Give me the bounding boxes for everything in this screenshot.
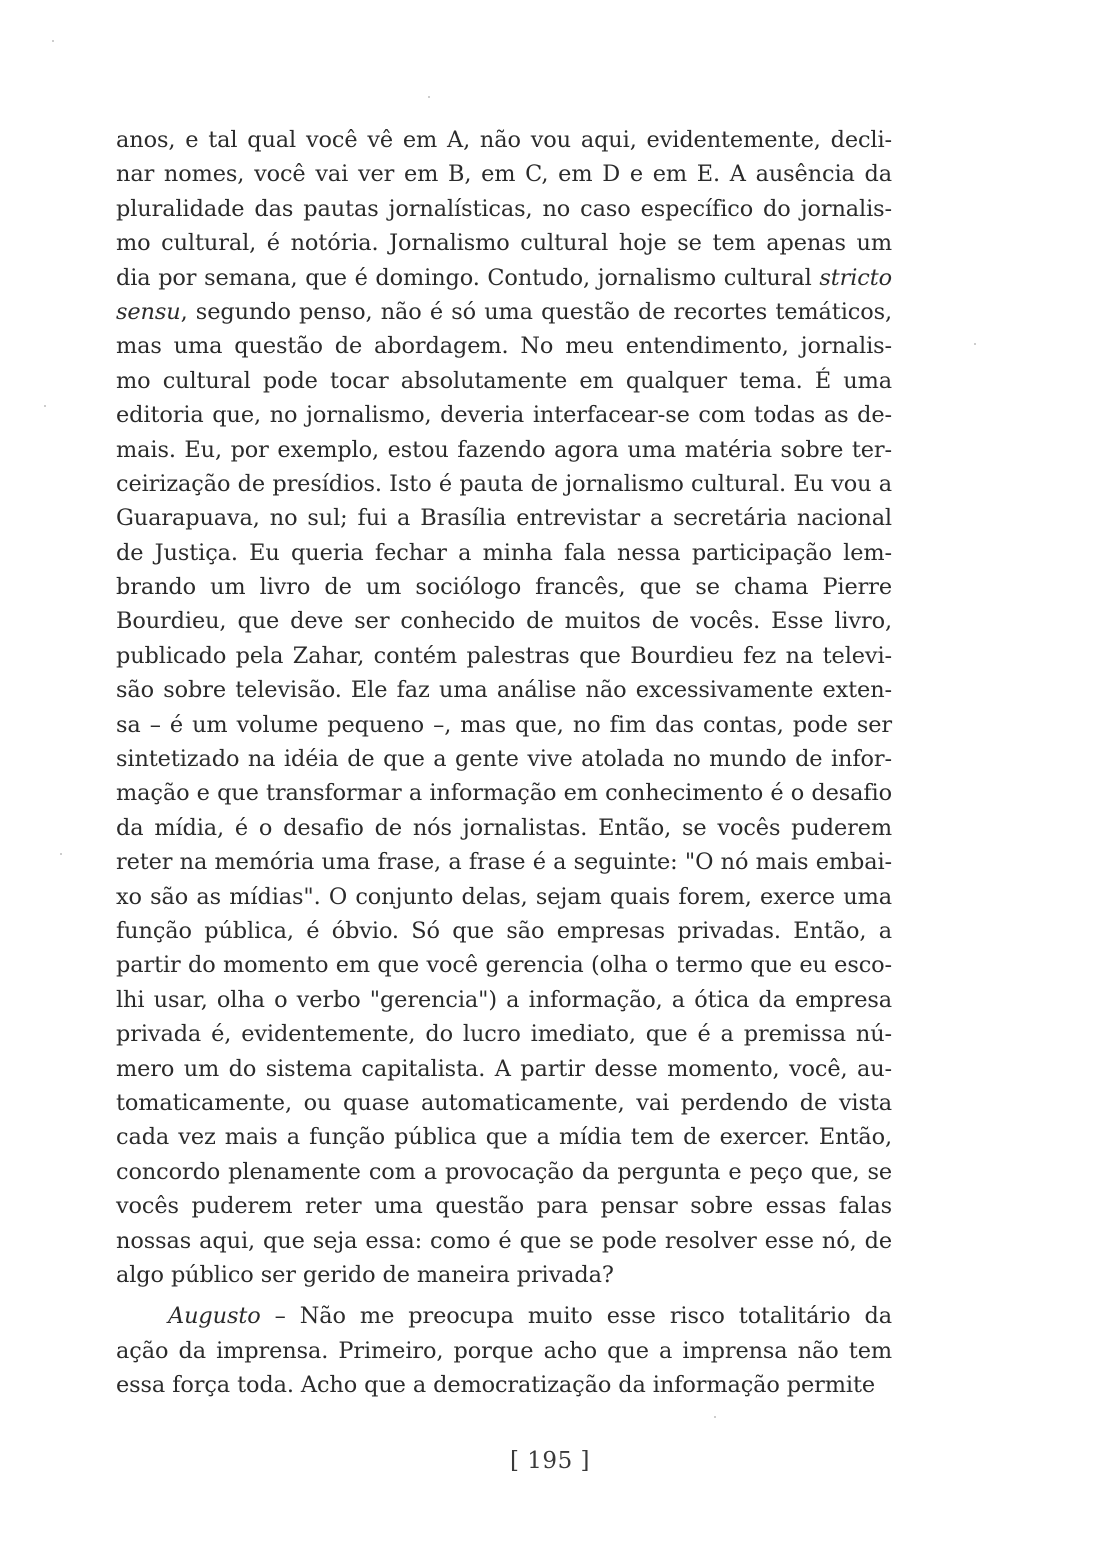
text-line xyxy=(116,811,892,845)
line-text: – Não me preocupa muito esse risco totalitário da xyxy=(260,1303,892,1330)
line-text: sintetizado na idéia de que a gente vive atolada no mundo de infor- xyxy=(116,746,892,773)
line-text: concordo plenamente com a provocação da pergunta e peço que, se xyxy=(116,1158,892,1185)
text-line xyxy=(116,433,892,467)
line-text: ação da imprensa. Primeiro, porque acho que a imprensa não tem xyxy=(116,1337,892,1364)
text-line xyxy=(116,880,892,914)
text-line xyxy=(116,570,892,604)
line-text: partir do momento em que você gerencia (olha o termo que eu esco- xyxy=(116,952,892,979)
scan-speck xyxy=(714,1416,716,1418)
text-line xyxy=(116,295,892,329)
text-line xyxy=(116,639,892,673)
line-text: anos, e tal qual você vê em A, não vou aqui, evidentemente, decli- xyxy=(116,127,892,153)
text-line xyxy=(116,1258,892,1292)
text-line xyxy=(116,1052,892,1086)
text-line xyxy=(116,1120,892,1154)
scan-speck xyxy=(60,853,62,855)
scan-speck xyxy=(44,405,46,407)
line-text: mais. Eu, por exemplo, estou fazendo agora uma matéria sobre ter- xyxy=(116,436,892,463)
scan-speck xyxy=(428,96,430,98)
text-line xyxy=(116,1368,892,1402)
line-text: editoria que, no jornalismo, deveria interfacear-se com todas as de- xyxy=(116,402,892,429)
line-text: pluralidade das pautas jornalísticas, no caso específico do jornalis- xyxy=(116,195,892,222)
line-text: nossas aqui, que seja essa: como é que se pode resolver esse nó, de xyxy=(116,1227,892,1254)
text-line xyxy=(116,983,892,1017)
text-line xyxy=(116,398,892,432)
line-text: cada vez mais a função pública que a mídia tem de exercer. Então, xyxy=(116,1124,892,1151)
line-text: algo público ser gerido de maneira privada? xyxy=(116,1261,614,1288)
text-line xyxy=(116,467,892,501)
text-line xyxy=(116,1155,892,1189)
line-text: publicado pela Zahar, contém palestras que Bourdieu fez na televi- xyxy=(116,642,892,669)
line-text: mas uma questão de abordagem. No meu entendimento, jornalis- xyxy=(116,333,892,360)
text-line xyxy=(116,1224,892,1258)
text-line xyxy=(116,845,892,879)
text-line xyxy=(116,501,892,535)
line-text: reter na memória uma frase, a frase é a seguinte: "O nó mais embai- xyxy=(116,849,892,876)
line-text: função pública, é óbvio. Só que são empresas privadas. Então, a xyxy=(116,917,892,944)
line-text: dia por semana, que é domingo. Contudo, jornalismo cultural stricto xyxy=(116,264,892,291)
page-number: [ 195 ] xyxy=(510,1448,590,1474)
scan-speck xyxy=(52,40,54,42)
line-text: vocês puderem reter uma questão para pensar sobre essas falas xyxy=(116,1193,892,1220)
body-text xyxy=(116,123,892,1402)
paragraph-gap xyxy=(116,1292,892,1299)
line-text: brando um livro de um sociólogo francês, que se chama Pierre xyxy=(116,574,892,601)
text-line xyxy=(116,708,892,742)
text-line xyxy=(116,192,892,226)
line-text: Guarapuava, no sul; fui a Brasília entrevistar a secretária nacional xyxy=(116,505,892,532)
line-text: mação e que transformar a informação em conhecimento é o desafio xyxy=(116,780,892,807)
paragraph xyxy=(116,1299,892,1402)
scan-speck xyxy=(974,343,976,345)
text-line xyxy=(116,1017,892,1051)
text-line xyxy=(116,1334,892,1368)
line-text: Bourdieu, que deve ser conhecido de muitos de vocês. Esse livro, xyxy=(116,608,892,635)
line-text: são sobre televisão. Ele faz uma análise não excessivamente exten- xyxy=(116,677,892,704)
text-line xyxy=(116,329,892,363)
text-line xyxy=(116,123,892,157)
text-line xyxy=(116,364,892,398)
line-text: nar nomes, você vai ver em B, em C, em D e em E. A ausência da xyxy=(116,161,892,188)
line-text: mo cultural, é notória. Jornalismo cultural hoje se tem apenas um xyxy=(116,230,892,257)
line-text: mero um do sistema capitalista. A partir desse momento, você, au- xyxy=(116,1055,892,1082)
line-text: xo são as mídias". O conjunto delas, sejam quais forem, exerce uma xyxy=(116,883,892,910)
paragraph xyxy=(116,123,892,1292)
text-line xyxy=(116,776,892,810)
line-text: essa força toda. Acho que a democratização da informação permite xyxy=(116,1372,876,1399)
line-text: ceirização de presídios. Isto é pauta de jornalismo cultural. Eu vou a xyxy=(116,470,892,497)
text-line xyxy=(116,536,892,570)
text-line xyxy=(116,948,892,982)
text-line xyxy=(116,673,892,707)
line-text: de Justiça. Eu queria fechar a minha fala nessa participação lem- xyxy=(116,539,892,566)
text-line xyxy=(116,226,892,260)
text-line xyxy=(116,157,892,191)
speaker-name: Augusto xyxy=(168,1303,261,1330)
line-text: mo cultural pode tocar absolutamente em qualquer tema. É uma xyxy=(116,367,892,394)
text-line xyxy=(116,1189,892,1223)
text-line xyxy=(116,604,892,638)
text-line xyxy=(116,742,892,776)
line-text: tomaticamente, ou quase automaticamente, vai perdendo de vista xyxy=(116,1089,892,1116)
line-text: sensu, segundo penso, não é só uma questão de recortes temáticos, xyxy=(116,298,892,325)
line-text: sa – é um volume pequeno –, mas que, no fim das contas, pode ser xyxy=(116,711,892,738)
text-line xyxy=(116,914,892,948)
line-text: lhi usar, olha o verbo "gerencia") a informação, a ótica da empresa xyxy=(116,986,892,1013)
line-text: da mídia, é o desafio de nós jornalistas. Então, se vocês puderem xyxy=(116,814,892,841)
text-line xyxy=(116,261,892,295)
text-line xyxy=(116,1086,892,1120)
text-line xyxy=(116,1299,892,1333)
line-text: privada é, evidentemente, do lucro imediato, que é a premissa nú- xyxy=(116,1021,892,1048)
